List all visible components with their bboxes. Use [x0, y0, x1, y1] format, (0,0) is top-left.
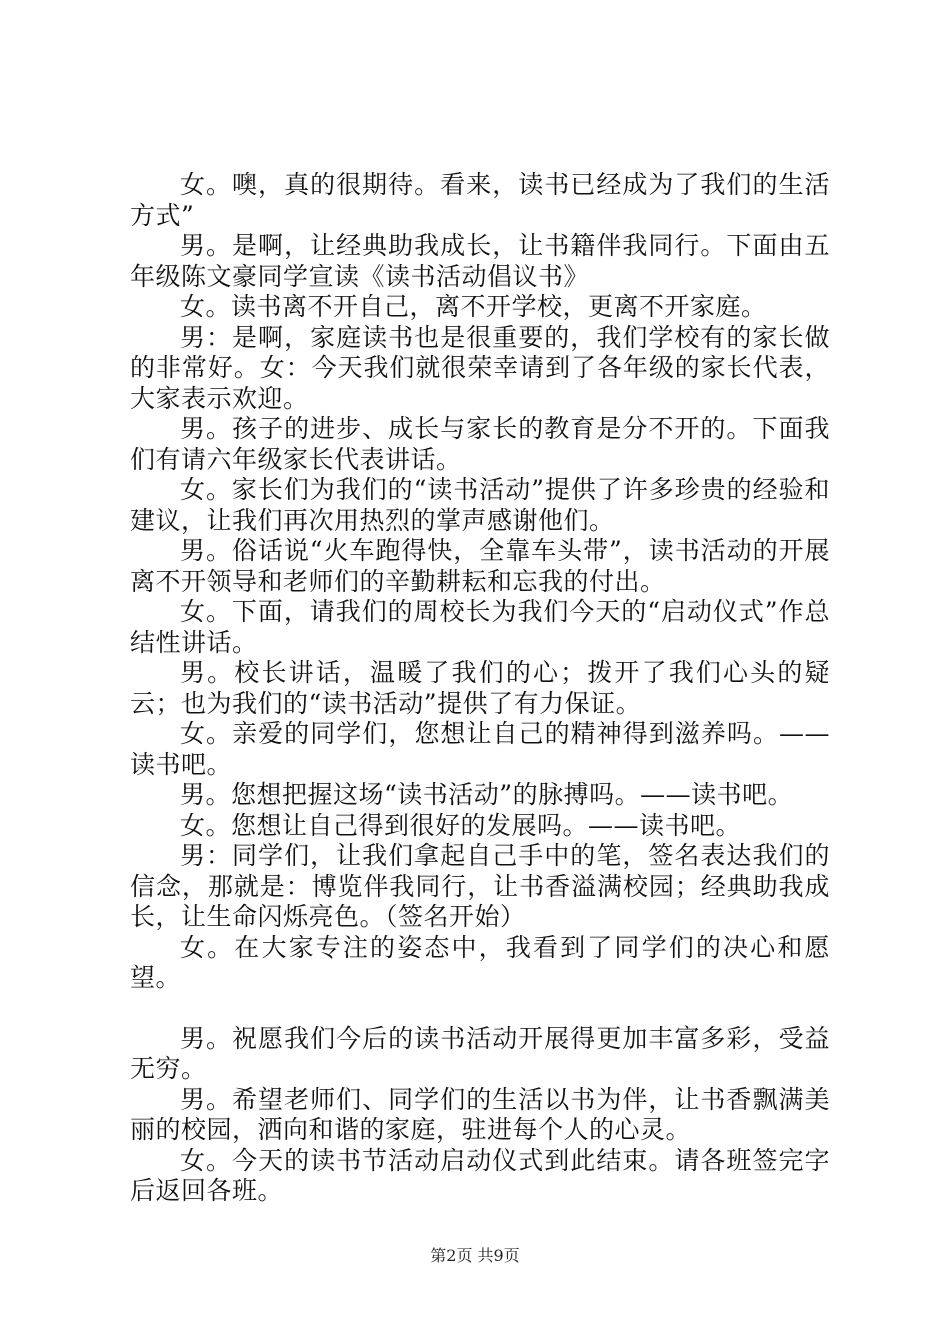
- paragraph: 男：同学们，让我们拿起自己手中的笔，签名表达我们的信念，那就是：博览伴我同行，让书香溢满校园；经典助我成长，让生命闪烁亮色。（签名开始）: [130, 841, 830, 931]
- paragraph: 女。家长们为我们的“读书活动”提供了许多珍贵的经验和建议，让我们再次用热烈的掌声感谢他们。: [130, 475, 830, 535]
- paragraph: 女。读书离不开自己，离不开学校，更离不开家庭。: [180, 292, 767, 321]
- paragraph: 女。您想让自己得到很好的发展吗。——读书吧。: [180, 810, 742, 840]
- paragraph: 男。希望老师们、同学们的生活以书为伴，让书香飘满美丽的校园，洒向和谐的家庭，驻进每个人的心灵。: [130, 1084, 830, 1144]
- paragraph: 女。今天的读书节活动启动仪式到此结束。请各班签完字后返回各班。: [130, 1145, 830, 1205]
- paragraph: 男。祝愿我们今后的读书活动开展得更加丰富多彩，受益无穷。: [130, 1023, 830, 1083]
- paragraph: 男。您想把握这场“读书活动”的脉搏吗。——读书吧。: [180, 780, 794, 809]
- paragraph: 男：是啊，家庭读书也是很重要的，我们学校有的家长做的非常好。女：今天我们就很荣幸请到了各年级的家长代表，大家表示欢迎。: [130, 322, 830, 413]
- paragraph: 男。孩子的进步、成长与家长的教育是分不开的。下面我们有请六年级家长代表讲话。: [130, 414, 830, 474]
- paragraph: 男。校长讲话，温暖了我们的心；拨开了我们心头的疑云；也为我们的“读书活动”提供了有力保证。: [130, 658, 830, 718]
- page-number-footer: 第2页 共9页: [430, 1246, 520, 1265]
- paragraph: 女。在大家专注的姿态中，我看到了同学们的决心和愿望。: [130, 932, 830, 992]
- paragraph: 女。下面，请我们的周校长为我们今天的“启动仪式”作总结性讲话。: [130, 597, 830, 657]
- paragraph: 男。俗话说“火车跑得快，全靠车头带”，读书活动的开展离不开领导和老师们的辛勤耕耘和忘我的付出。: [130, 536, 830, 596]
- paragraph: 女。亲爱的同学们，您想让自己的精神得到滋养吗。——读书吧。: [130, 719, 830, 779]
- paragraph: 男。是啊，让经典助我成长，让书籍伴我同行。下面由五年级陈文豪同学宣读《读书活动倡议书》: [130, 231, 830, 291]
- document-body: [130, 170, 830, 1207]
- paragraph: 女。噢，真的很期待。看来，读书已经成为了我们的生活方式”: [130, 170, 830, 230]
